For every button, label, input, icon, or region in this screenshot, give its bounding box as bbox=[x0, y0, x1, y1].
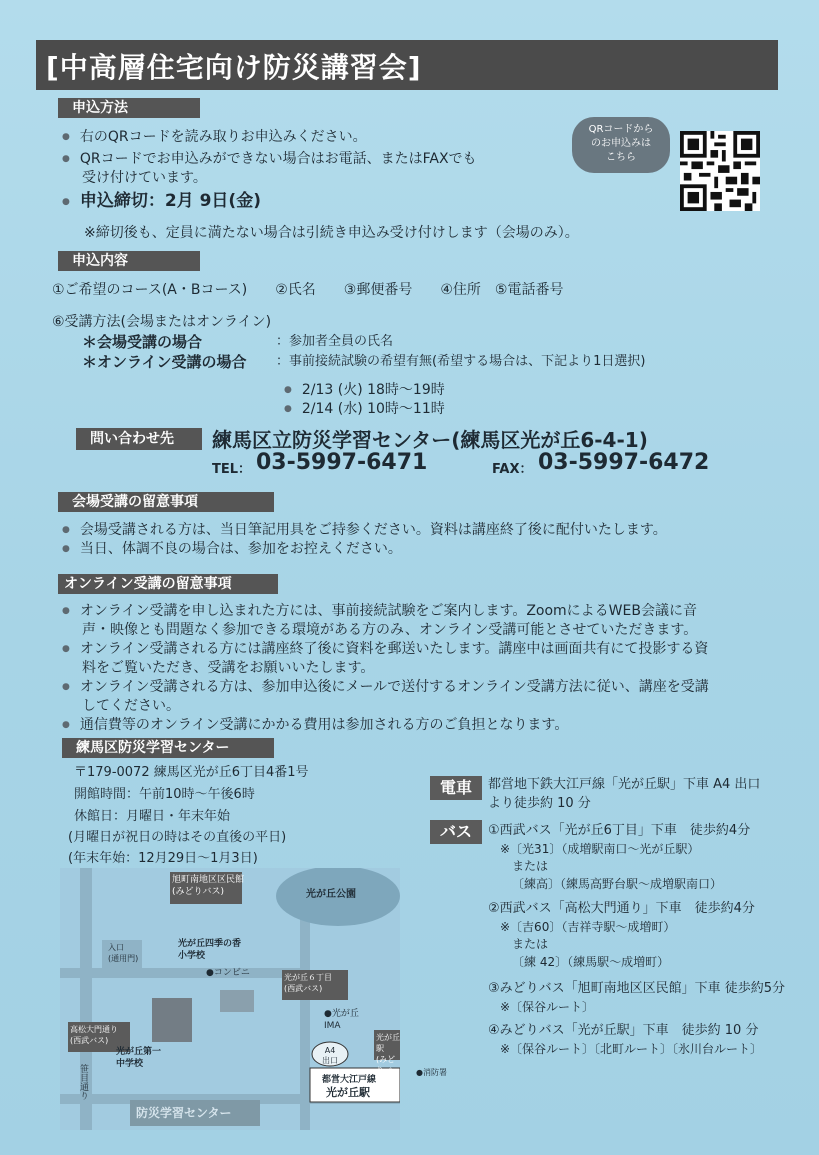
venue-note-1: ● 会場受講される方は、当日筆記用具をご持参ください。資料は講座終了後に配付いたします。 bbox=[62, 521, 667, 541]
map-station: 光が丘駅 bbox=[326, 1086, 370, 1099]
map-busstop-2: 光が丘駅 (みどりバス) bbox=[376, 1033, 400, 1086]
qr-code-icon[interactable] bbox=[680, 131, 760, 211]
online-note-2-cont: 料をご覧いただき、受講をお願いいたします。 bbox=[82, 660, 375, 676]
bus-tag: バス bbox=[430, 820, 482, 844]
section-contact: 問い合わせ先 bbox=[76, 428, 202, 450]
online-note-3-cont: してください。 bbox=[82, 698, 180, 714]
online-method-label: ＊オンライン受講の場合 bbox=[82, 353, 247, 371]
online-note-1-cont: 声・映像とも問題なく参加できる環境がある方のみ、オンライン受講可能とさせていただきます。 bbox=[82, 622, 698, 638]
title-bar bbox=[36, 40, 778, 90]
center-hours: 開館時間：午前10時～午後6時 bbox=[74, 787, 255, 802]
page-title: [中高層住宅向け防災講習会] bbox=[46, 51, 422, 84]
section-center: 練馬区防災学習センター bbox=[62, 738, 274, 758]
online-note-2: ● オンライン受講される方には講座終了後に資料を郵送いたします。講座中は画面共有にて投影する資 bbox=[62, 640, 708, 660]
bus-4: ④みどりバス「光が丘駅」下車 徒歩約 10 分 bbox=[488, 1023, 759, 1038]
apply-bullet-1: ● 右のQRコードを読み取りお申込みください。 bbox=[62, 128, 367, 148]
map-school-2: 光が丘第一 中学校 bbox=[116, 1047, 162, 1069]
apply-deadline: ● 申込締切：2月 9日(金) bbox=[62, 190, 261, 215]
train-tag: 電車 bbox=[430, 776, 482, 800]
map-convenience: ●コンビニ bbox=[206, 968, 250, 978]
access-map bbox=[60, 868, 447, 1130]
map-park: 光が丘公園 bbox=[306, 889, 356, 900]
content-line-1: ①ご希望のコース(A・Bコース) ②氏名 ③郵便番号 ④住所 ⑤電話番号 bbox=[52, 282, 564, 298]
test-date-2: ● 2/14 (水) 10時～11時 bbox=[284, 400, 445, 420]
bus-2-or: または bbox=[512, 937, 549, 951]
map-station-line: 都営大江戸線 bbox=[322, 1075, 377, 1085]
bus-1: ①西武バス「光が丘6丁目」下車 徒歩約4分 bbox=[488, 823, 751, 838]
map-center: 防災学習センター bbox=[136, 1106, 232, 1120]
bus-2-route-a: ※〔吉60〕（吉祥寺駅～成増町） bbox=[500, 920, 676, 934]
apply-bullet-2: ● QRコードでお申込みができない場合はお電話、またはFAXでも bbox=[62, 150, 477, 170]
apply-bullet-2-cont: 受け付けています。 bbox=[82, 170, 207, 186]
center-closed-note-2: (年末年始：12月29日～1月3日) bbox=[68, 851, 258, 866]
tel-label: TEL： bbox=[212, 462, 252, 477]
qr-callout-text: QRコードから のお申込みは こちら bbox=[588, 124, 654, 163]
train-line-2: より徒歩約 10 分 bbox=[488, 796, 591, 811]
map-busstop-1: 光が丘６丁目 (西武バス) bbox=[284, 973, 332, 993]
section-apply-content: 申込内容 bbox=[58, 251, 200, 271]
online-note-3: ● オンライン受講される方は、参加申込後にメールで送付するオンライン受講方法に従い、講座を受講 bbox=[62, 678, 709, 698]
map-entrance: 入口 (通用門) bbox=[108, 943, 139, 963]
map-fire-station: ●消防署 bbox=[416, 1068, 447, 1077]
center-closed-note-1: (月曜日が祝日の時はその直後の平日) bbox=[68, 830, 287, 845]
map-exit-a4: A4 出口 bbox=[322, 1046, 338, 1065]
bus-1-route-b: 〔練高〕（練馬高野台駅～成増駅南口） bbox=[512, 877, 723, 891]
section-apply-method: 申込方法 bbox=[58, 98, 200, 118]
content-line-6: ⑥受講方法(会場またはオンライン) bbox=[52, 314, 272, 330]
online-method-text: ：事前接続試験の希望有無(希望する場合は、下記より1日選択) bbox=[276, 354, 646, 369]
test-date-1: ● 2/13 (火) 18時～19時 bbox=[284, 381, 445, 401]
section-online-notes: オンライン受講の留意事項 bbox=[58, 574, 278, 594]
map-road-label: 笹目通り bbox=[78, 1064, 88, 1100]
fax-label: FAX： bbox=[492, 462, 533, 477]
fax-number: 03-5997-6472 bbox=[538, 450, 710, 475]
train-line-1: 都営地下鉄大江戸線「光が丘駅」下車 A4 出口 bbox=[488, 777, 761, 792]
bus-3: ③みどりバス「旭町南地区区民館」下車 徒歩約5分 bbox=[488, 981, 786, 996]
venue-method-text: ：参加者全員の氏名 bbox=[276, 334, 394, 349]
bus-4-route: ※〔保谷ルート〕〔北町ルート〕〔氷川台ルート〕 bbox=[500, 1042, 763, 1056]
map-civic-hall: 旭町南地区区民館 (みどりバス) bbox=[172, 875, 245, 897]
bus-3-route: ※〔保谷ルート〕 bbox=[500, 1000, 595, 1014]
map-ima: ●光が丘 IMA bbox=[324, 1009, 359, 1031]
venue-note-2: ● 当日、体調不良の場合は、参加をお控えください。 bbox=[62, 540, 402, 560]
map-takamatsu-stop: 高松大門通り (西武バス) bbox=[70, 1025, 118, 1045]
contact-name: 練馬区立防災学習センター(練馬区光が丘6-4-1) bbox=[212, 428, 648, 452]
section-venue-notes: 会場受講の留意事項 bbox=[58, 492, 274, 512]
tel-number[interactable]: 03-5997-6471 bbox=[256, 450, 428, 475]
bus-2: ②西武バス「高松大門通り」下車 徒歩約4分 bbox=[488, 901, 755, 916]
online-note-4: ● 通信費等のオンライン受講にかかる費用は参加される方のご負担となります。 bbox=[62, 716, 568, 736]
bus-1-or: または bbox=[512, 859, 549, 873]
bus-1-route-a: ※〔光31〕（成増駅南口～光が丘駅） bbox=[500, 842, 700, 856]
venue-method-label: ＊会場受講の場合 bbox=[82, 333, 203, 351]
center-closed: 休館日：月曜日・年末年始 bbox=[74, 809, 231, 824]
map-school-1: 光が丘四季の香 小学校 bbox=[178, 939, 242, 961]
bus-2-route-b: 〔練 42〕（練馬駅～成増町） bbox=[512, 955, 670, 969]
apply-note: ※締切後も、定員に満たない場合は引続き申込み受け付けします（会場のみ）。 bbox=[84, 225, 579, 241]
center-address: 〒179-0072 練馬区光が丘6丁目4番1号 bbox=[74, 765, 309, 780]
online-note-1: ● オンライン受講を申し込まれた方には、事前接続試験をご案内します。ZoomによるWEB会議に音 bbox=[62, 602, 697, 622]
qr-callout bbox=[572, 117, 670, 173]
